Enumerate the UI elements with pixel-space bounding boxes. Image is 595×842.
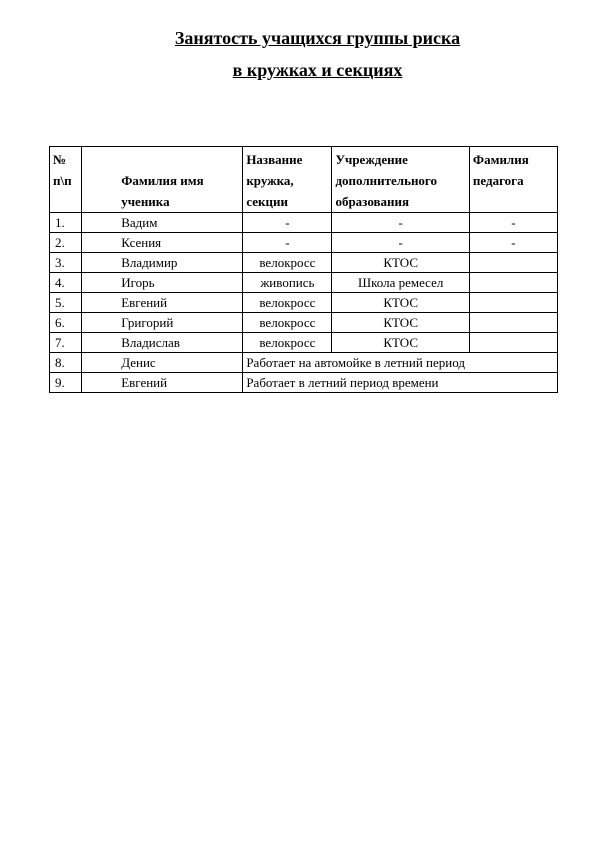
student-name: Вадим: [82, 213, 243, 233]
institution-name: КТОС: [332, 313, 469, 333]
row-number: 6.: [50, 313, 82, 333]
teacher-name: -: [469, 233, 557, 253]
student-name: Денис: [82, 353, 243, 373]
table-row: [50, 213, 558, 233]
student-name: Ксения: [82, 233, 243, 253]
header-teacher: Фамилия педагога: [469, 147, 557, 213]
teacher-name: [469, 313, 557, 333]
table-row: [50, 333, 558, 353]
club-name: -: [243, 233, 332, 253]
teacher-name: [469, 253, 557, 273]
table-row: [50, 273, 558, 293]
teacher-name: [469, 333, 557, 353]
student-name: Григорий: [82, 313, 243, 333]
student-name: Евгений: [82, 373, 243, 393]
teacher-name: -: [469, 213, 557, 233]
institution-name: -: [332, 233, 469, 253]
row-number: 4.: [50, 273, 82, 293]
student-name: Владимир: [82, 253, 243, 273]
header-name-line2: ученика: [121, 194, 170, 209]
row-number: 9.: [50, 373, 82, 393]
club-name: велокросс: [243, 253, 332, 273]
students-table: [49, 146, 558, 393]
student-name: Игорь: [82, 273, 243, 293]
table-header-row: [50, 147, 558, 213]
table-row: [50, 293, 558, 313]
row-number: 7.: [50, 333, 82, 353]
table-row: [50, 313, 558, 333]
header-number: [50, 147, 82, 213]
club-name: велокросс: [243, 333, 332, 353]
document-title: Занятость учащихся группы риска: [174, 28, 461, 48]
club-name: живопись: [243, 273, 332, 293]
header-student-name: [82, 147, 243, 213]
table-row: [50, 253, 558, 273]
header-club: Название кружка, секции: [243, 147, 332, 213]
row-number: 8.: [50, 353, 82, 373]
row-number: 3.: [50, 253, 82, 273]
club-name: велокросс: [243, 293, 332, 313]
header-number-sub: п\п: [53, 173, 72, 188]
table-row: [50, 233, 558, 253]
teacher-name: [469, 273, 557, 293]
table-row: [50, 373, 558, 393]
student-name: Владислав: [82, 333, 243, 353]
table-row: [50, 353, 558, 373]
institution-name: КТОС: [332, 293, 469, 313]
row-number: 2.: [50, 233, 82, 253]
header-name-line1: Фамилия имя: [121, 173, 204, 188]
club-name: велокросс: [243, 313, 332, 333]
activity-note: Работает на автомойке в летний период: [243, 353, 558, 373]
student-name: Евгений: [82, 293, 243, 313]
institution-name: -: [332, 213, 469, 233]
activity-note: Работает в летний период времени: [243, 373, 558, 393]
header-number-symbol: №: [53, 152, 67, 167]
teacher-name: [469, 293, 557, 313]
document-subtitle: в кружках и секциях: [232, 60, 403, 80]
institution-name: Школа ремесел: [332, 273, 469, 293]
row-number: 1.: [50, 213, 82, 233]
institution-name: КТОС: [332, 253, 469, 273]
club-name: -: [243, 213, 332, 233]
institution-name: КТОС: [332, 333, 469, 353]
header-institution: Учреждение дополнительного образования: [332, 147, 469, 213]
row-number: 5.: [50, 293, 82, 313]
